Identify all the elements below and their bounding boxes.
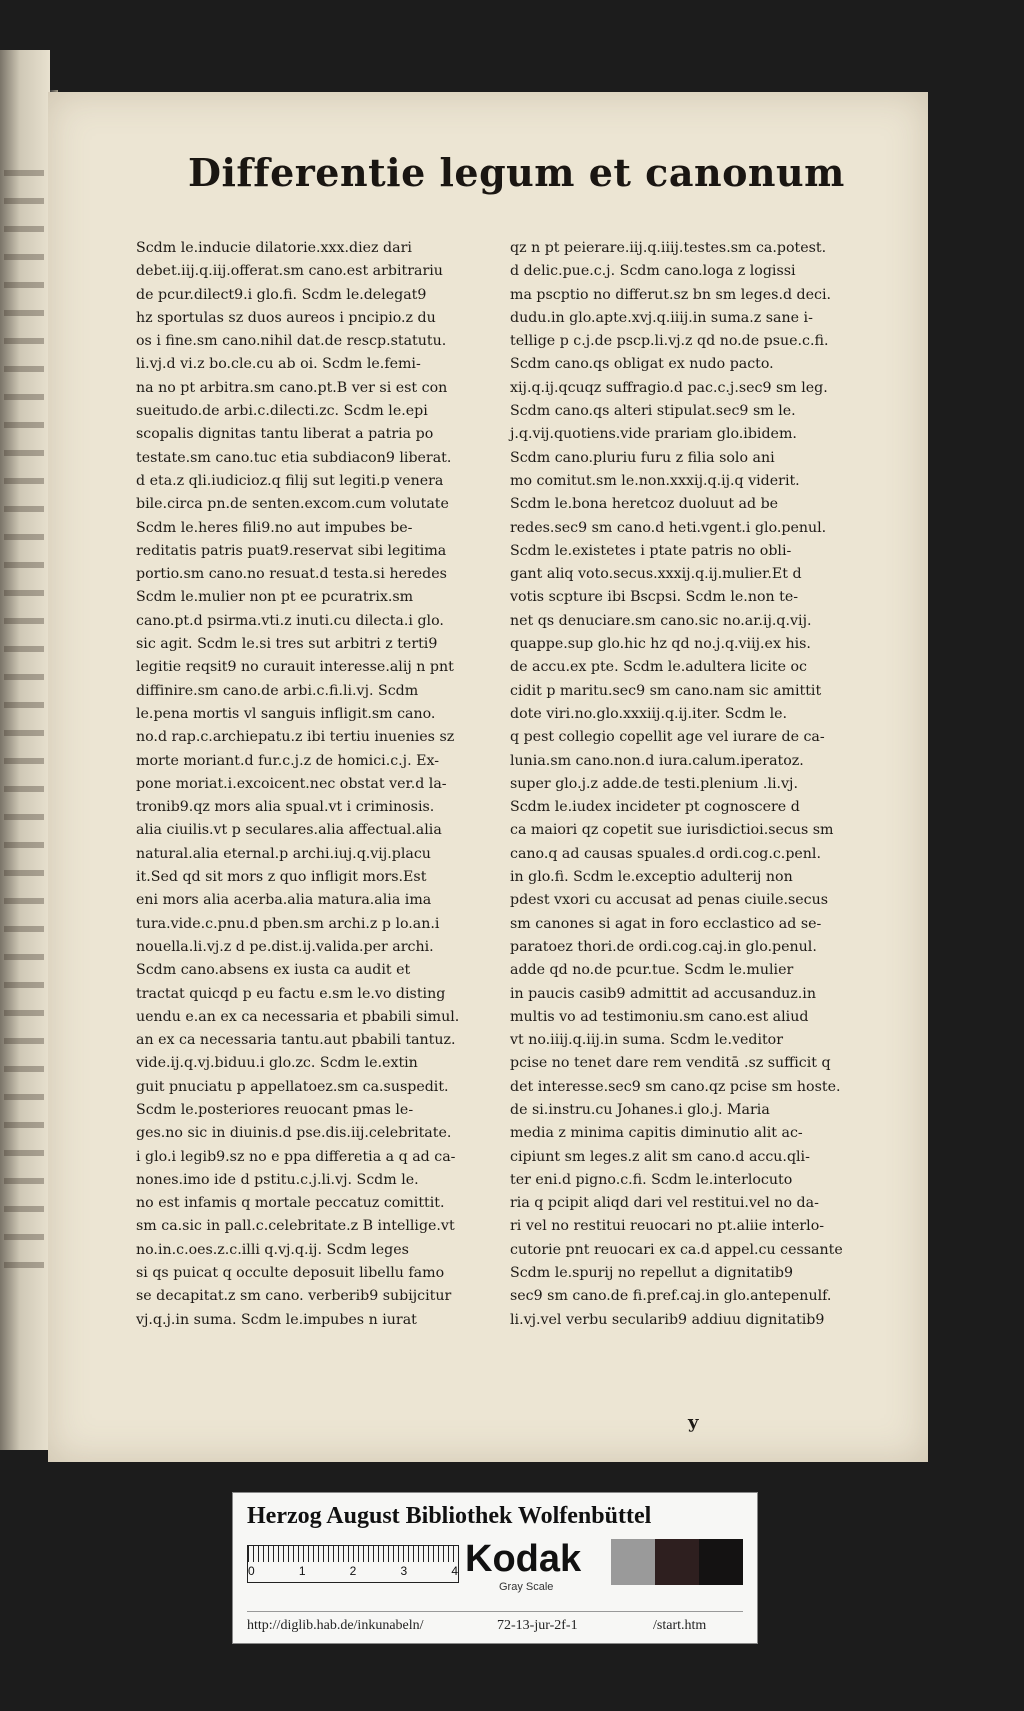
text-line: Scdm cano.qs obligat ex nudo pacto.: [510, 356, 774, 373]
text-line: Scdm cano.absens ex iusta ca audit et: [136, 962, 411, 979]
text-line: diffinire.sm cano.de arbi.c.fi.li.vj. Scdm: [136, 682, 419, 699]
text-line: an ex ca necessaria tantu.aut pbabili tantuz.: [136, 1032, 456, 1049]
ruler-number: 4: [451, 1564, 458, 1578]
gray-scale-label: Gray Scale: [499, 1581, 554, 1593]
text-line: multis vo ad testimoniu.sm cano.est aliud: [510, 1008, 809, 1025]
text-line: pdest vxori cu accusat ad penas ciuile.secus: [510, 892, 829, 909]
text-line: q pest collegio copellit age vel iurare de ca-: [510, 729, 825, 746]
scale-ruler: [247, 1545, 459, 1583]
text-line: Scdm cano.pluriu furu z filia solo ani: [510, 449, 775, 466]
text-line: super glo.j.z adde.de testi.plenium .li.vj.: [510, 775, 798, 792]
adjacent-page-edge: [0, 50, 50, 1450]
text-line: li.vj.vel verbu secularib9 addiuu dignitatib9: [510, 1311, 825, 1328]
text-line: ria q pcipit aliqd dari vel restitui.vel no da-: [510, 1195, 819, 1212]
text-line: no.in.c.oes.z.c.illi q.vj.q.ij. Scdm leges: [136, 1241, 409, 1258]
right-text-column: [510, 237, 860, 1328]
dark-swatch: [655, 1539, 699, 1585]
text-line: Scdm le.inducie dilatorie.xxx.diez dari: [136, 240, 412, 256]
text-line: ma pscptio no differut.sz bn sm leges.d deci.: [510, 286, 832, 303]
text-line: cano.pt.d psirma.vti.z inuti.cu dilecta.i glo.: [136, 612, 444, 629]
text-line: ter eni.d pigno.c.fi. Scdm le.interlocuto: [510, 1171, 793, 1188]
color-target-card: [232, 1492, 758, 1644]
text-line: si qs puicat q occulte deposuit libellu famo: [136, 1265, 445, 1282]
text-line: in paucis casib9 admittit ad accusanduz.in: [510, 985, 816, 1002]
text-line: no est infamis q mortale peccatuz comittit.: [136, 1195, 445, 1212]
text-line: tura.vide.c.pnu.d pben.sm archi.z p lo.an.i: [136, 915, 440, 932]
text-line: sueitudo.de arbi.c.dilecti.zc. Scdm le.epi: [136, 403, 428, 420]
text-line: Scdm le.iudex incideter pt cognoscere d: [510, 799, 800, 816]
black-swatch: [699, 1539, 743, 1585]
text-line: guit pnuciatu p appellatoez.sm ca.suspedit.: [136, 1078, 449, 1095]
text-line: ges.no sic in diuinis.d pse.dis.iij.celebritate.: [136, 1125, 452, 1142]
text-line: morte moriant.d fur.c.j.z de homici.c.j. Ex-: [136, 752, 439, 769]
text-line: tronib9.qz mors alia spual.vt i criminosis.: [136, 799, 435, 816]
text-line: nones.imo ide d pstitu.c.j.li.vj. Scdm le.: [136, 1171, 419, 1188]
ruler-number: 0: [248, 1564, 255, 1578]
text-line: vj.q.j.in suma. Scdm le.impubes n iurat: [136, 1311, 417, 1328]
text-line: quappe.sup glo.hic hz qd no.j.q.viij.ex his.: [510, 636, 811, 653]
text-line: d delic.pue.c.j. Scdm cano.loga z logissi: [510, 263, 796, 280]
text-line: alia ciuilis.vt p seculares.alia affectual.alia: [136, 822, 442, 839]
text-line: debet.iij.q.iij.offerat.sm cano.est arbitrariu: [136, 263, 443, 280]
left-text-column: [136, 237, 486, 1328]
text-line: in glo.fi. Scdm le.exceptio adulterij non: [510, 869, 793, 886]
text-line: Scdm le.heres fili9.no aut impubes be-: [136, 519, 413, 536]
text-line: dudu.in glo.apte.xvj.q.iiij.in suma.z sane i-: [510, 309, 813, 326]
text-line: cano.q ad causas spuales.d ordi.cog.c.penl.: [510, 845, 821, 862]
text-line: lunia.sm cano.non.d iura.calum.iperatoz.: [510, 752, 804, 769]
text-line: ri vel no restitui reuocari no pt.aliie interlo-: [510, 1218, 825, 1235]
text-line: qz n pt peierare.iij.q.iiij.testes.sm ca.potest.: [510, 240, 827, 256]
text-line: vide.ij.q.vj.biduu.i glo.zc. Scdm le.extin: [136, 1055, 418, 1072]
text-line: os i fine.sm cano.nihil dat.de rescp.statutu.: [136, 333, 447, 350]
url-row: [247, 1611, 743, 1638]
text-line: ca maiori qz copetit sue iurisdictioi.secus sm: [510, 822, 834, 839]
document-page: [48, 92, 928, 1462]
text-line: pone moriat.i.excoicent.nec obstat ver.d la-: [136, 775, 447, 792]
page-heading: Differentie legum et canonum: [188, 150, 845, 195]
ruler-numbers: [248, 1564, 458, 1578]
adjacent-page-marks: [4, 170, 44, 1270]
text-line: natural.alia eternal.p archi.iuj.q.vij.placu: [136, 845, 431, 862]
text-line: li.vj.d vi.z bo.cle.cu ab oi. Scdm le.femi-: [136, 356, 421, 373]
text-line: pcise no tenet dare rem venditā .sz sufficit q: [510, 1055, 831, 1072]
text-line: sm canones si agat in foro ecclastico ad se-: [510, 915, 822, 932]
digital-library-url: http://diglib.hab.de/inkunabeln/: [247, 1618, 424, 1633]
text-line: media z minima capitis diminutio alit ac-: [510, 1125, 803, 1142]
text-line: eni mors alia acerba.alia matura.alia ima: [136, 892, 432, 909]
text-line: sic agit. Scdm le.si tres sut arbitri z terti9: [136, 636, 438, 653]
text-line: nouella.li.vj.z d pe.dist.ij.valida.per archi.: [136, 938, 434, 955]
text-line: d eta.z qli.iudicioz.q filij sut legiti.p venera: [136, 472, 444, 489]
text-line: dote viri.no.glo.xxxiij.q.ij.iter. Scdm le.: [510, 705, 788, 722]
text-line: i glo.i legib9.sz no e ppa differetia a q ad ca-: [136, 1148, 456, 1165]
text-line: Scdm cano.qs alteri stipulat.sec9 sm le.: [510, 403, 796, 420]
text-line: de accu.ex pte. Scdm le.adultera licite oc: [510, 659, 807, 676]
text-line: net qs denuciare.sm cano.sic no.ar.ij.q.vij.: [510, 612, 812, 629]
text-line: Scdm le.mulier non pt ee pcuratrix.sm: [136, 589, 414, 606]
text-line: paratoez thori.de ordi.cog.caj.in glo.penul.: [510, 938, 817, 955]
ruler-number: 3: [400, 1564, 408, 1578]
signature-mark: y: [688, 1412, 699, 1433]
text-line: sec9 sm cano.de fi.pref.caj.in glo.antepenulf.: [510, 1288, 832, 1305]
ruler-number: 2: [349, 1564, 357, 1578]
text-line: redes.sec9 sm cano.d heti.vgent.i glo.penul.: [510, 519, 827, 536]
text-line: portio.sm cano.no resuat.d testa.si heredes: [136, 566, 447, 583]
text-line: hz sportulas sz duos aureos i pncipio.z du: [136, 309, 436, 326]
text-line: se decapitat.z sm cano. verberib9 subijcitur: [136, 1288, 452, 1305]
text-line: sm ca.sic in pall.c.celebritate.z B intellige.vt: [136, 1218, 455, 1235]
library-name: Herzog August Bibliothek Wolfenbüttel: [247, 1503, 652, 1529]
text-line: cipiunt sm leges.z alit sm cano.d accu.qli-: [510, 1148, 810, 1165]
text-line: cutorie pnt reuocari ex ca.d appel.cu cessante: [510, 1241, 843, 1258]
text-line: gant aliq voto.secus.xxxij.q.ij.mulier.Et d: [510, 566, 802, 583]
text-line: testate.sm cano.tuc etia subdiacon9 liberat.: [136, 449, 452, 466]
text-line: votis scpture ibi Bscpsi. Scdm le.non te-: [510, 589, 799, 606]
text-line: Scdm le.posteriores reuocant pmas le-: [136, 1101, 414, 1118]
shelfmark: 72-13-jur-2f-1: [497, 1618, 578, 1633]
text-line: Scdm le.spurij no repellut a dignitatib9: [510, 1265, 794, 1282]
text-line: adde qd no.de pcur.tue. Scdm le.mulier: [510, 962, 794, 979]
text-line: Scdm le.bona heretcoz duoluut ad be: [510, 496, 779, 513]
text-line: mo comitut.sm le.non.xxxij.q.ij.q viderit.: [510, 472, 800, 489]
text-line: le.pena mortis vl sanguis infligit.sm cano.: [136, 705, 436, 722]
text-line: tractat quicqd p eu factu e.sm le.vo disting: [136, 985, 446, 1002]
text-line: Scdm le.existetes i ptate patris no obli-: [510, 542, 792, 559]
text-line: det interesse.sec9 sm cano.qz pcise sm hoste.: [510, 1078, 841, 1095]
text-line: j.q.vij.quotiens.vide prariam glo.ibidem.: [510, 426, 797, 443]
text-line: scopalis dignitas tantu liberat a patria po: [136, 426, 434, 443]
text-line: de si.instru.cu Johanes.i glo.j. Maria: [510, 1101, 770, 1118]
text-line: xij.q.ij.qcuqz suffragio.d pac.c.j.sec9 sm leg.: [510, 379, 828, 396]
text-line: de pcur.dilect9.i glo.fi. Scdm le.delegat9: [136, 286, 427, 303]
text-line: bile.circa pn.de senten.excom.cum volutate: [136, 496, 449, 513]
ruler-number: 1: [298, 1564, 306, 1578]
text-line: reditatis patris puat9.reservat sibi legitima: [136, 542, 447, 559]
text-line: legitie reqsit9 no curauit interesse.alij n pnt: [136, 659, 454, 676]
kodak-logo: Kodak: [465, 1538, 582, 1580]
text-line: cidit p maritu.sec9 sm cano.nam sic amittit: [510, 682, 822, 699]
text-line: na no pt arbitra.sm cano.pt.B ver si est con: [136, 379, 448, 396]
text-line: vt no.iiij.q.iij.in suma. Scdm le.veditor: [510, 1032, 784, 1049]
text-line: uendu e.an ex ca necessaria et pbabili simul.: [136, 1008, 460, 1025]
start-page: /start.htm: [653, 1618, 707, 1633]
text-line: no.d rap.c.archiepatu.z ibi tertiu inuenies sz: [136, 729, 455, 746]
gray-swatch: [611, 1539, 655, 1585]
text-line: it.Sed qd sit mors z quo infligit mors.Est: [136, 869, 427, 886]
text-line: tellige p c.j.de pscp.li.vj.z qd no.de psue.c.fi.: [510, 333, 829, 350]
